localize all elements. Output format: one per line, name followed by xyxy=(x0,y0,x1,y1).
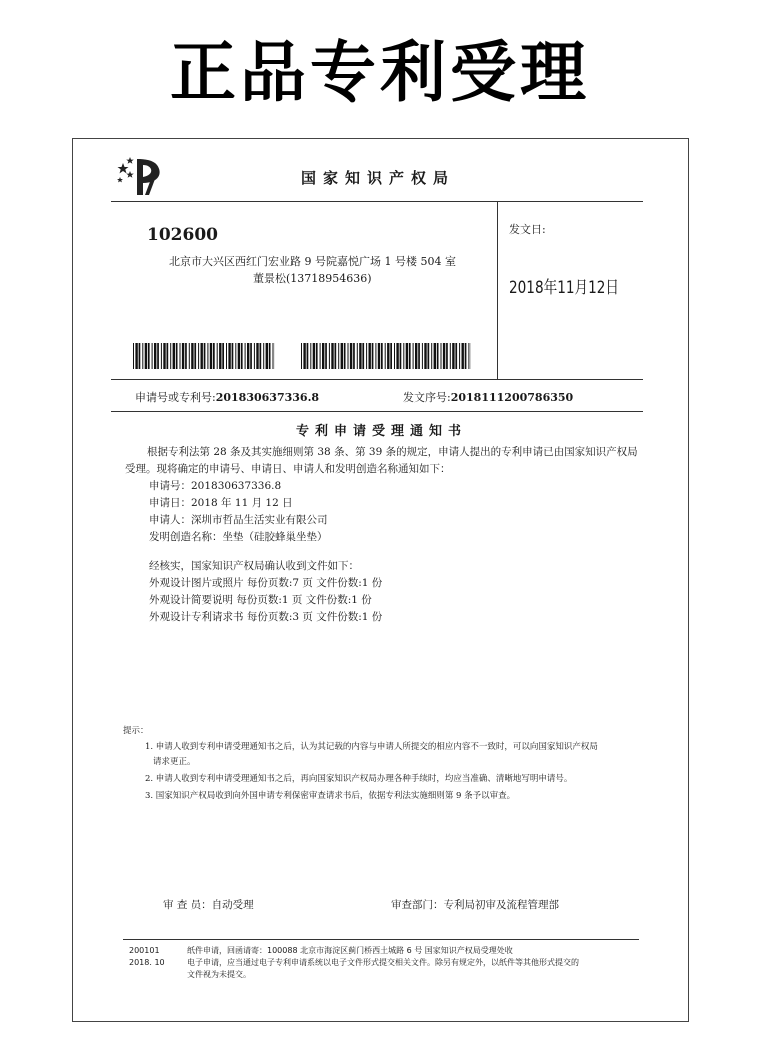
field-design-name: 发明创造名称：坐垫（硅胶蜂巢坐垫） xyxy=(149,531,328,543)
footer-electronic-note-cont: 文件视为未提交。 xyxy=(187,970,251,979)
issue-date-label: 发文日: xyxy=(509,223,546,236)
patent-notice-document xyxy=(72,138,689,1022)
footer-electronic-note: 电子申请，应当通过电子专利申请系统以电子文件形式提交相关文件。除另有规定外，以纸件等其他形式提交的 xyxy=(187,958,579,967)
tips-label: 提示： xyxy=(123,726,149,736)
file-item: 外观设计简要说明 每份页数:1 页 文件份数:1 份 xyxy=(149,594,372,606)
address-line: 北京市大兴区西红门宏业路 9 号院嘉悦广场 1 号楼 504 室 xyxy=(169,255,456,268)
divider xyxy=(111,379,643,380)
file-item: 外观设计专利请求书 每份页数:3 页 文件份数:1 份 xyxy=(149,611,383,623)
notice-title: 专利申请受理通知书 xyxy=(295,424,467,439)
field-application-date: 申请日：2018 年 11 月 12 日 xyxy=(149,497,293,509)
recipient-contact: 董景松(13718954636) xyxy=(253,272,372,285)
field-application-number: 申请号：201830637336.8 xyxy=(149,480,282,492)
send-number-label: 发文序号: xyxy=(403,391,451,404)
field-applicant: 申请人：深圳市哲品生活实业有限公司 xyxy=(149,514,328,526)
send-number: 2018111200786350 xyxy=(450,391,574,404)
form-version: 2018. 10 xyxy=(129,958,165,967)
send-number-line xyxy=(403,389,573,405)
form-code: 200101 xyxy=(129,946,160,955)
tip-item: 3. 国家知识产权局收到向外国申请专利保密审查请求书后，依据专利法实施细则第 9 条予以审查。 xyxy=(145,791,516,801)
tip-item: 2. 申请人收到专利申请受理通知书之后，再向国家知识产权局办理各种手续时，均应当准确、清晰地写明申请号。 xyxy=(145,774,573,784)
intro-paragraph: 根据专利法第 28 条及其实施细则第 38 条、第 39 条的规定，申请人提出的专利申请已由国家知识产权局受理。现将确定的申请号、申请日、申请人和发明创造名称通知如下： xyxy=(125,446,638,475)
office-name: 国家知识产权局 xyxy=(301,169,456,187)
barcode xyxy=(133,343,275,369)
footer-mail-note: 纸件申请，回函请寄：100088 北京市海淀区蓟门桥西土城路 6 号 国家知识产权局受理处收 xyxy=(187,946,513,955)
file-item: 外观设计图片或照片 每份页数:7 页 文件份数:1 份 xyxy=(149,577,383,589)
issue-date-stamp: 2018年11月12日 xyxy=(509,278,620,298)
footer-divider xyxy=(123,939,639,940)
verified-intro: 经核实，国家知识产权局确认收到文件如下： xyxy=(149,560,359,572)
application-number: 201830637336.8 xyxy=(215,391,320,404)
application-number-label: 申请号或专利号: xyxy=(135,391,216,404)
examination-department: 审查部门：专利局初审及流程管理部 xyxy=(391,899,559,911)
cnipa-emblem-icon xyxy=(115,155,167,199)
divider xyxy=(111,201,643,202)
banner-title: 正品专利受理 xyxy=(170,34,590,111)
tip-item: 请求更正。 xyxy=(153,757,196,767)
divider xyxy=(497,201,498,379)
postcode: 102600 xyxy=(147,225,218,245)
barcode xyxy=(301,343,471,369)
tip-item: 1. 申请人收到专利申请受理通知书之后，认为其记载的内容与申请人所提交的相应内容不一致时，可以向国家知识产权局 xyxy=(145,742,598,752)
divider xyxy=(111,411,643,412)
application-number-line xyxy=(135,389,319,405)
examiner: 审 查 员：自动受理 xyxy=(163,899,254,911)
